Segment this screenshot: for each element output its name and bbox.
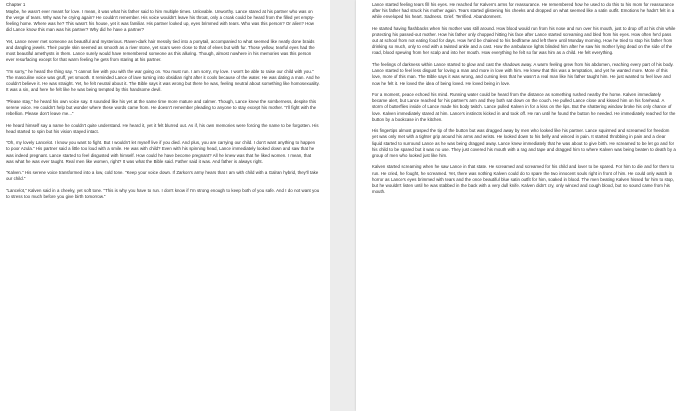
paragraph: For a moment, peace echoed his mind. Running water could be heard from the distance as something rushed nearby the home. Kalven immediately became alert, but Lance reached for his partner's arm and they both sat down on the couch. He pulled Lance close and kissed him on his forehead. A storm of butterflies inside of Lance made his body twitch. Lance pulled Kalven in for a kiss on the lips. But the shattering window broke his only chance of love. Kalven immediately stared at him. Lance's instincts kicked in and took off. He ran until he found the button he needed. He immediately reached for the button by a bookcase in the kitchen. — [372, 92, 676, 122]
paragraph: "I'm sorry," he heard the thing say. "I cannot live with you with the war going on. You must run. I am sorry, my love. I won't be able to raise our child with you." The masculine voice was gruff, yet smooth. It reminded Lance of lave turning into obsidian right after it cools because of the water. He was dating a man. And he couldn't believe it. He was straight. Yet, he felt neutral about it. The Bible says it was wrong but there he was, feeling neutral about something like homosexuality. It was a sin, and here he felt like he was being tempted by this handsome devil. — [6, 68, 320, 93]
paragraph: His fingertips almost grasped the tip of the button but was dragged away by men who looked like his partner. Lance squirmed and screamed for freedom yet was only met with a tighter grip around his arms and wrists. He looked down to his belly and winced in pain. It started throbbing in pain and a clear liquid started to surround Lance as he was being dragged away. Lance knew immediately that he was about to give birth. He screamed to be let go and for his child to be spared but it was no use. They just covered his mouth with a rag and tape and dragged him to where Kalven was being beaten to death by a group of men who looked just like him. — [372, 128, 676, 158]
paragraph: "Oh, my lovely Lancelot. I know you want to fight. But I wouldn't let myself live if you died. And plus, you are carrying our child. I don't want anything to happen to poor Azula." His partner said a little too loud with a smile. He was with child? Even with his spinning head, Lance immediately looked down and saw that he was indeed pregnant. Lance started to feel disgusted with himself. How could he have become pregnant? All he knew was that he liked women. I mean, that was what he was ever taught. Real men like women, right? It was what the Bible said. Father said it was. And father is always right. — [6, 140, 316, 164]
page-gutter — [330, 0, 356, 411]
paragraph: He started having flashbacks when his mother was still around. How blood would run from his nose and run over his mouth, just to drop off at his chin while protecting his passed-out mother. How his father only chopped hitting his face after Lance started screaming and bled from his eyes. How often he'd pass out at school from not eating food for days. How he'd be chained to his bedframe and left there until Monday morning. How he tried to stop his father from drinking so much, only to end with a twisted ankle and a cast. How the ambulance lights blinded him after he saw his mother lying dead on the side of the road, blood spewing from her scalp and into her mouth. How everything he felt so far was him as a child. He felt everything. — [372, 25, 676, 56]
paragraph: He heard himself say a name he couldn't quite understand. He heard it, yet it felt blurred out. As if, his own memories were forcing the name to be forgotten. His head started to spin but his vision stayed intact. — [6, 122, 319, 134]
paragraph: Lance started feeling tears fill his eyes. He reached for Kalven's arms for reassurance. He remembered how he used to do this to his mom for reassurance after his father had struck his mother again. Tears started glistening his cheeks and dropped on what seemed like a satin outfit. Emotions he hadn't felt in a while enveloped his heart. Sadness. Grief. Terrified. Abandonment. — [372, 2, 675, 20]
paragraph: Yet, Lance never met someone as beautiful and mysterious. Raven-dark hair messily tied into a ponytail, accompanied to what seemed like neatly done braids and dangling jewels. Their purple skin seemed as smooth as a river stone, yet scars were close to that of elves but with fur. Those yellow, tearful eyes had the most beautiful amethysts in them. Lance surely would have remembered someone as this alluring. Though, almost nowhere in his memories was this person ever resurfacing except for that warm feeling he gets from staring at his partner. — [6, 38, 315, 63]
left-page — [0, 0, 330, 411]
paragraph: "Lancelot," Kalven said in a cheeky, yet soft tone. "This is why you have to run. I don't know if I'm strong enough to keep both of you safe. And I do not want you to stress too much before you give birth tomorrow." — [6, 188, 320, 200]
right-page — [356, 0, 680, 411]
chapter-title: Chapter 1 — [6, 2, 26, 7]
paragraph: Maybe, he wasn't ever meant for love. I mean, it was what his father said to him multiple times. Unlovable. Unworthy. Lance stared at his partner who was on the verge of tears. Why was he crying again? He couldn't remember. His voice wouldn't leave his throat, only a croak could be heard from the filled yet empty-feeling home. Where was he? This wasn't his house, yet it was familiar. His partner looked up, eyes brimmed with tears. Who was this person? Or alien? How did Lance know this man was his partner? Why did he have a partner? — [6, 8, 315, 33]
paragraph: "Please stay," he heard his own voice say. It sounded like his yet at the same time more mature and calmer. Though, Lance knew the somberness, despite this serene voice. He couldn't help but wonder where these words came from. He doesn't remember pleading to anyone to stay except his mother. "I'll fight with the rebellion. Please don't leave me..." — [6, 98, 317, 117]
paragraph: "Kalven." His serene voice transformed into a low, cold tone. "Keep your voice down. If Zarkon's army hears that I am with child with a Galran hybrid, they'll take our child." — [6, 170, 319, 182]
paragraph: Kalven started screaming when he saw Lance in that state. He screamed and screamed for his child and lover to be spared. For him to die and for them to run. He cried, he fought, he screamed. Yet, there was nothing Kalven could do to spare the two innocent souls right in front of him. He could only watch in horror as Lance's eyes brimmed with tears and the once beautiful blue satin outfit for him, soaked in blood. The men beating Kalven hissed for him to stop, but he wouldn't listen until he was stabbed in the back with a very dull knife. Kalven didn't cry, only winced and cough blood, but no sound came from his mouth. — [372, 164, 675, 195]
paragraph: The feelings of darkness within Lance started to glow and cast the shadows away. A warm feeling grew from his abdomen, reaching every part of his body. Lance started to feel less disgust for loving a man and more in love with him. He knew that this was a temptation, and yet he wanted more. More of this love, more of this man. The Bible says it was wrong, and cursing less that he wasn't a real man like his father taught him. He just wanted to feel love and now he felt it. He loved the idea of being loved. He loved being in love. — [372, 62, 674, 86]
